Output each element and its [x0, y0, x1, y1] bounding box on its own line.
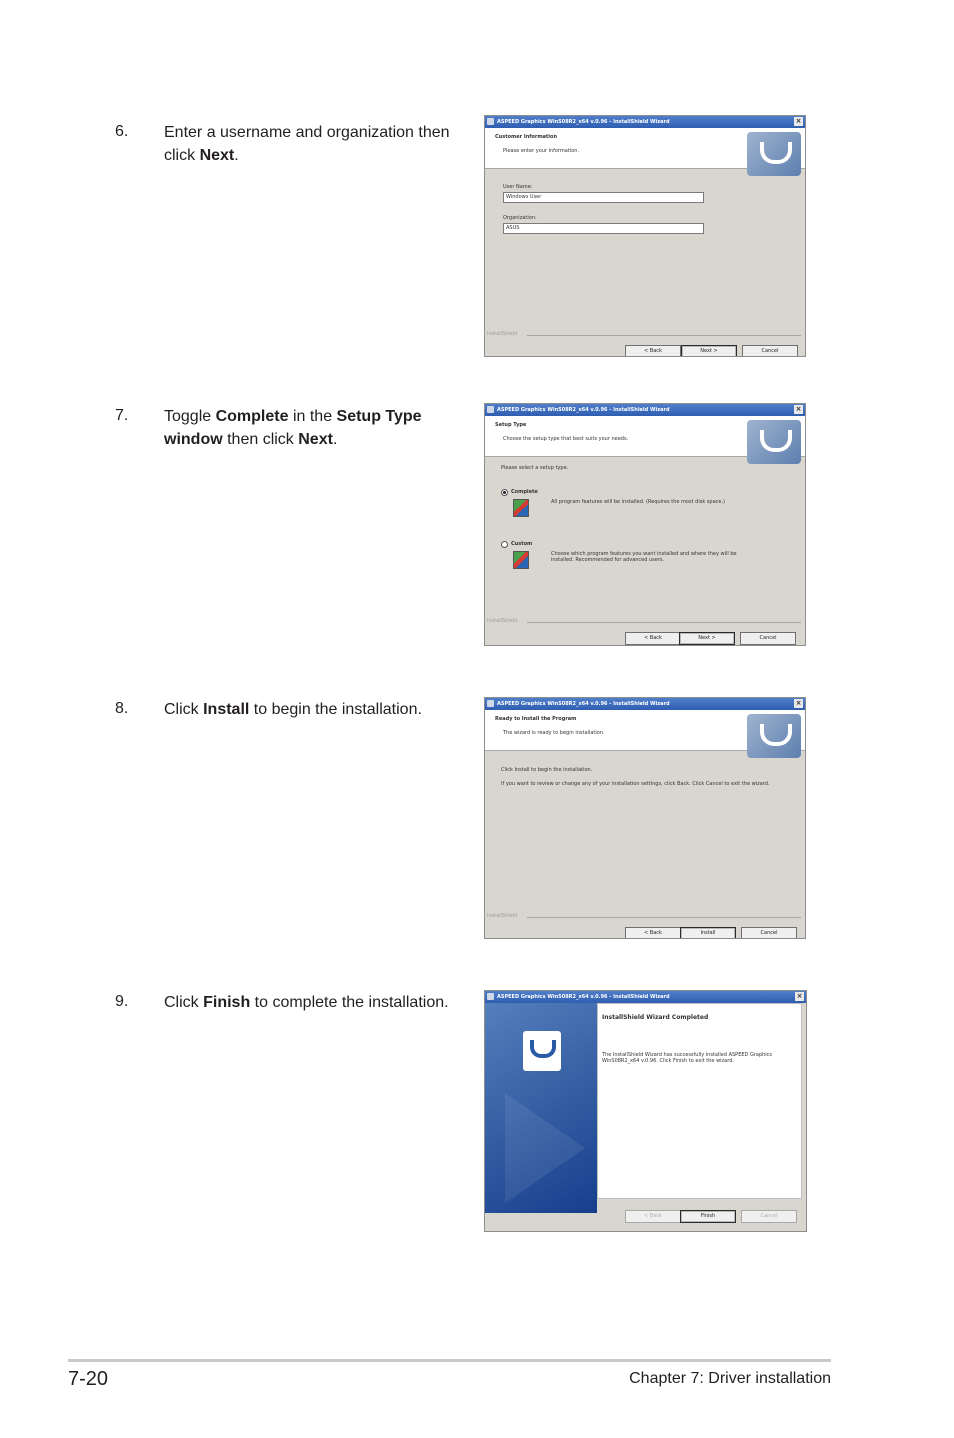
dialog-subheading: The wizard is ready to begin installation. [503, 730, 605, 736]
next-button[interactable]: Next > [681, 345, 737, 357]
back-button[interactable]: < Back [625, 927, 681, 939]
custom-label: Custom [511, 541, 533, 547]
app-icon [487, 118, 494, 125]
step-text-part: Toggle [164, 408, 216, 425]
cancel-button: Cancel [741, 1210, 797, 1223]
user-name-input[interactable]: Windows User [503, 192, 704, 203]
dialog-subheading: Please enter your information. [503, 148, 580, 154]
complete-radio[interactable] [501, 489, 508, 496]
app-icon [487, 700, 494, 707]
installshield-brand: InstallShield [487, 913, 518, 919]
cancel-button[interactable]: Cancel [742, 345, 798, 357]
close-icon[interactable]: × [795, 699, 802, 707]
step-6-number: 6. [115, 123, 129, 140]
dialog-banner [485, 710, 805, 751]
dialog-title: ASPEED Graphics WinS08R2_x64 v.0.96 - InstallShield Wizard [497, 701, 670, 707]
close-icon[interactable]: × [795, 405, 802, 413]
back-button: < Back [625, 1210, 681, 1223]
customer-information-dialog [484, 115, 806, 357]
installshield-logo-icon [747, 132, 801, 176]
cancel-button[interactable]: Cancel [740, 632, 796, 645]
dialog-title: ASPEED Graphics WinS08R2_x64 v.0.96 - InstallShield Wizard [497, 994, 670, 1000]
setup-prompt: Please select a setup type. [501, 465, 569, 471]
wizard-completed-dialog [484, 990, 807, 1232]
installshield-logo-icon [523, 1031, 561, 1071]
finish-button[interactable]: Finish [680, 1210, 736, 1223]
chapter-title: Chapter 7: Driver installation [629, 1370, 831, 1387]
step-9-number: 9. [115, 993, 129, 1010]
step-6-text [164, 121, 454, 167]
completion-message: The InstallShield Wizard has successfully installed ASPEED Graphics WinS08R2_x64 v.0.96. Click Finish to exit the wizard. [602, 1052, 773, 1064]
complete-setup-icon [513, 499, 529, 517]
footer-divider [527, 622, 801, 623]
ready-to-install-dialog [484, 697, 806, 939]
dialog-titlebar [485, 404, 805, 416]
organization-input[interactable]: ASUS [503, 223, 704, 234]
installshield-brand: InstallShield [487, 618, 518, 624]
installshield-brand: InstallShield [487, 331, 518, 337]
dialog-heading: InstallShield Wizard Completed [602, 1014, 709, 1021]
step-8-number: 8. [115, 700, 129, 717]
step-text-part: then click [222, 431, 299, 448]
step-text-part: in the [288, 408, 337, 425]
dialog-titlebar [485, 116, 805, 128]
custom-radio[interactable] [501, 541, 508, 548]
step-9-text [164, 991, 454, 1014]
next-button[interactable]: Next > [679, 632, 735, 645]
dialog-subheading: Choose the setup type that best suits your needs. [503, 436, 629, 442]
wizard-completed-panel [597, 1003, 802, 1199]
app-icon [487, 406, 494, 413]
footer-divider [527, 335, 801, 336]
step-text-part: Enter a username and organization then click [164, 124, 450, 164]
step-text-part: to begin the installation. [249, 701, 422, 718]
user-name-label: User Name: [503, 184, 533, 190]
dialog-heading: Setup Type [495, 422, 527, 428]
back-button[interactable]: < Back [625, 632, 681, 645]
dialog-heading: Ready to Install the Program [495, 716, 577, 722]
dialog-title: ASPEED Graphics WinS08R2_x64 v.0.96 - InstallShield Wizard [497, 407, 670, 413]
dialog-title: ASPEED Graphics WinS08R2_x64 v.0.96 - InstallShield Wizard [497, 119, 670, 125]
footer-divider [527, 917, 801, 918]
custom-setup-icon [513, 551, 529, 569]
footer-rule [68, 1359, 831, 1362]
step-text-part: . [332, 431, 338, 448]
decorative-arrow-icon [505, 1093, 585, 1203]
install-review-note: If you want to review or change any of your installation settings, click Back. Click Cancel to exit the wizard. [501, 781, 770, 787]
step-text-bold: Setup Type window [164, 408, 422, 448]
step-7-text [164, 405, 454, 451]
close-icon[interactable]: × [795, 117, 802, 125]
step-8-text [164, 698, 454, 721]
wizard-side-panel [485, 1003, 597, 1213]
app-icon [487, 993, 494, 1000]
dialog-heading: Customer Information [495, 134, 558, 140]
back-button[interactable]: < Back [625, 345, 681, 357]
step-text-bold: Finish [203, 994, 251, 1011]
complete-description: All program features will be installed. (Requires the most disk space.) [551, 499, 726, 505]
installshield-logo-icon [747, 714, 801, 758]
custom-description: Choose which program features you want installed and where they will be installed. Recommended for advanced users. [551, 551, 737, 563]
step-text-bold: Install [203, 701, 250, 718]
complete-label: Complete [511, 489, 538, 495]
dialog-banner [485, 416, 805, 457]
step-7-number: 7. [115, 407, 129, 424]
organization-label: Organization: [503, 215, 537, 221]
step-text-bold: Next [199, 147, 235, 164]
step-text-part: Click [164, 994, 204, 1011]
step-text-part: Click [164, 701, 204, 718]
cancel-button[interactable]: Cancel [741, 927, 797, 939]
step-text-part: . [234, 147, 239, 164]
page-number: 7-20 [68, 1368, 109, 1390]
step-text-bold: Next [298, 431, 333, 448]
setup-type-dialog [484, 403, 806, 646]
install-instruction: Click Install to begin the installation. [501, 767, 593, 773]
step-text-bold: Complete [215, 408, 289, 425]
dialog-titlebar [485, 698, 805, 710]
dialog-titlebar [485, 991, 806, 1003]
dialog-banner [485, 128, 805, 169]
install-button[interactable]: Install [680, 927, 736, 939]
installshield-logo-icon [747, 420, 801, 464]
step-text-part: to complete the installation. [250, 994, 449, 1011]
close-icon[interactable]: × [796, 992, 803, 1000]
